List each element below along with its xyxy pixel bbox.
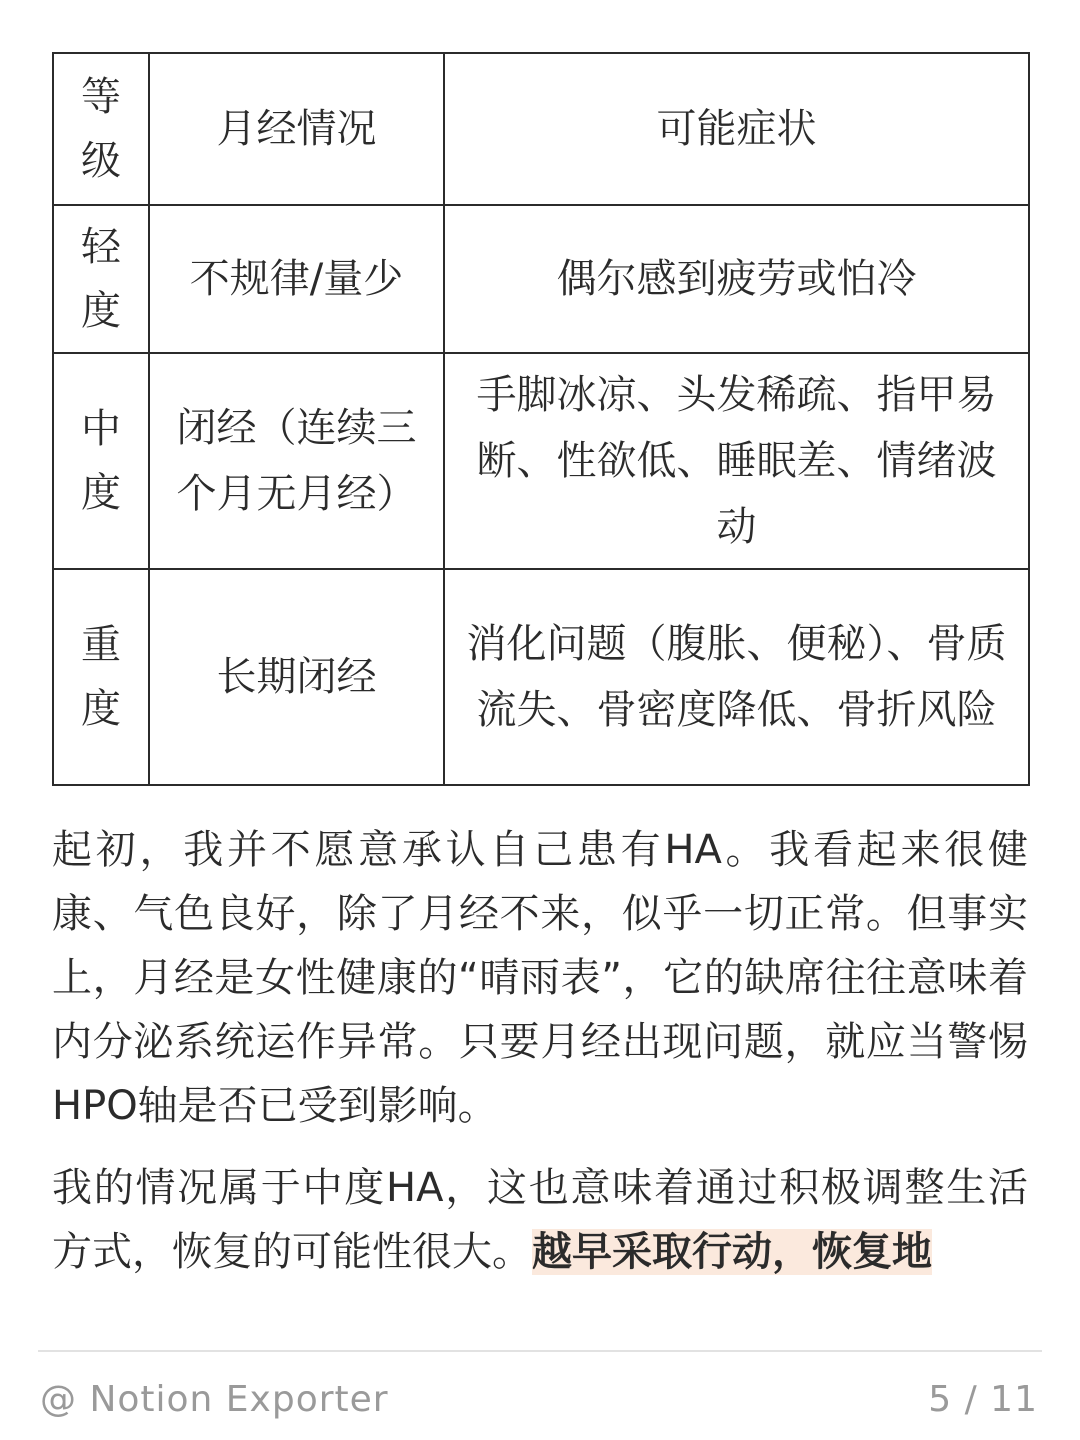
menstruation-cell-mild: 不规律/量少 <box>149 205 444 353</box>
highlighted-text: 越早采取行动，恢复地 <box>532 1229 932 1275</box>
table-row <box>53 205 1029 353</box>
symptoms-cell-mild: 偶尔感到疲劳或怕冷 <box>444 205 1029 353</box>
header-level-cell: 等级 <box>53 53 149 205</box>
symptoms-cell-severe: 消化问题（腹胀、便秘）、骨质流失、骨密度降低、骨折风险 <box>444 569 1029 785</box>
paragraph-ha-awareness: 起初，我并不愿意承认自己患有HA。我看起来很健康、气色良好，除了月经不来，似乎一切正常。但事实上，月经是女性健康的“晴雨表”，它的缺席往往意味着内分泌系统运作异常。只要月经出现问题，就应当警惕HPO轴是否已受到影响。 <box>52 827 1028 1129</box>
paragraph-moderate-ha <box>52 1156 1028 1284</box>
header-symptoms-cell: 可能症状 <box>444 53 1029 205</box>
level-cell-moderate: 中度 <box>53 353 149 569</box>
menstruation-cell-moderate: 闭经（连续三个月无月经） <box>149 353 444 569</box>
header-menstruation-cell: 月经情况 <box>149 53 444 205</box>
footer-source: @ Notion Exporter <box>40 1379 389 1420</box>
severity-table <box>52 52 1030 786</box>
footer-divider <box>38 1350 1042 1352</box>
level-cell-mild: 轻度 <box>53 205 149 353</box>
page-indicator: 5 / 11 <box>928 1379 1038 1420</box>
table-header-row <box>53 53 1029 205</box>
table-row <box>53 353 1029 569</box>
level-cell-severe: 重度 <box>53 569 149 785</box>
table-row <box>53 569 1029 785</box>
menstruation-cell-severe: 长期闭经 <box>149 569 444 785</box>
page-content <box>52 52 1028 1284</box>
symptoms-cell-moderate: 手脚冰凉、头发稀疏、指甲易断、性欲低、睡眠差、情绪波动 <box>444 353 1029 569</box>
paragraph-moderate-ha-text: 我的情况属于中度HA，这也意味着通过积极调整生活方式，恢复的可能性很大。 <box>52 1165 1028 1275</box>
